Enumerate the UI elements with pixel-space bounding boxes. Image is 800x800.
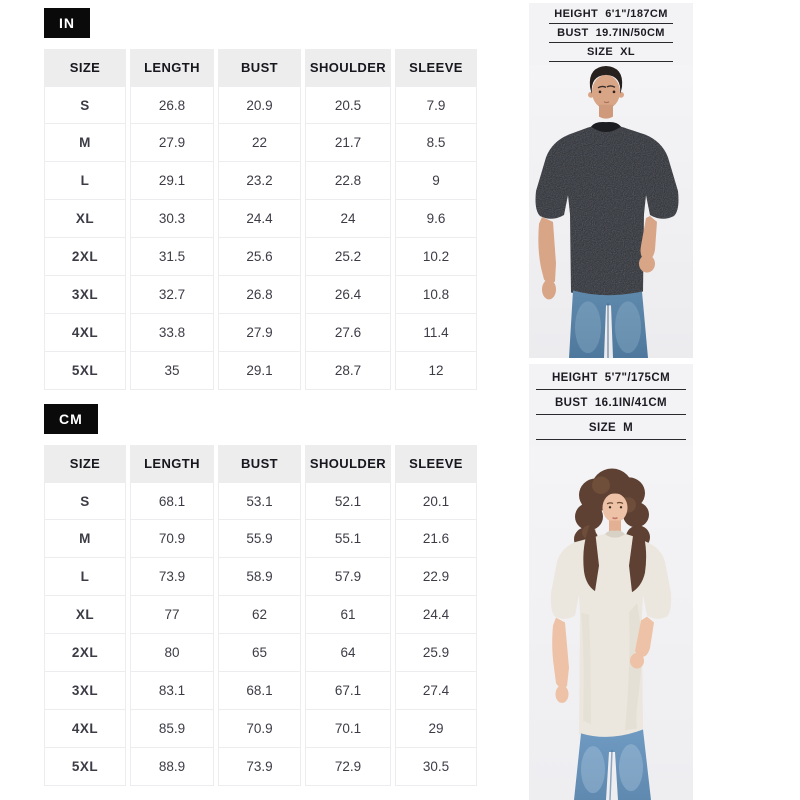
female-eye xyxy=(609,506,611,508)
male-eye xyxy=(613,91,616,94)
table-row xyxy=(44,634,477,672)
size-cell: S xyxy=(44,482,126,520)
size-table-in xyxy=(44,49,477,390)
value-cell: 26.8 xyxy=(218,276,301,314)
value-cell: 25.2 xyxy=(305,238,391,276)
spec-value: M xyxy=(623,422,634,434)
value-cell: 22.8 xyxy=(305,162,391,200)
spec-height xyxy=(536,371,685,390)
column-header: SLEEVE xyxy=(395,445,477,482)
value-cell: 65 xyxy=(218,634,301,672)
male-right-hand xyxy=(639,255,655,273)
value-cell: 21.6 xyxy=(395,520,477,558)
female-spec-block xyxy=(529,364,693,446)
spec-label: SIZE xyxy=(587,46,614,58)
table-row xyxy=(44,238,477,276)
value-cell: 64 xyxy=(305,634,391,672)
value-cell: 28.7 xyxy=(305,352,391,390)
table-row xyxy=(44,124,477,162)
value-cell: 73.9 xyxy=(218,748,301,786)
size-cell: L xyxy=(44,162,126,200)
value-cell: 24.4 xyxy=(395,596,477,634)
value-cell: 25.9 xyxy=(395,634,477,672)
size-cell: 3XL xyxy=(44,276,126,314)
table-row xyxy=(44,596,477,634)
female-hair-highlight xyxy=(592,476,610,494)
size-cell: M xyxy=(44,520,126,558)
column-header: SIZE xyxy=(44,49,126,86)
female-model-photo xyxy=(529,446,693,800)
spec-bust xyxy=(549,27,674,43)
size-cell: XL xyxy=(44,200,126,238)
male-eye xyxy=(599,91,602,94)
size-cell: 4XL xyxy=(44,314,126,352)
spec-size xyxy=(549,46,674,62)
value-cell: 62 xyxy=(218,596,301,634)
value-cell: 24 xyxy=(305,200,391,238)
table-row xyxy=(44,482,477,520)
value-cell: 20.1 xyxy=(395,482,477,520)
male-jeans-fade xyxy=(615,301,641,353)
value-cell: 20.5 xyxy=(305,86,391,124)
value-cell: 24.4 xyxy=(218,200,301,238)
value-cell: 33.8 xyxy=(130,314,214,352)
size-cell: 2XL xyxy=(44,238,126,276)
size-cell: 3XL xyxy=(44,672,126,710)
male-model-photo xyxy=(529,65,693,358)
column-header: LENGTH xyxy=(130,49,214,86)
value-cell: 32.7 xyxy=(130,276,214,314)
value-cell: 70.9 xyxy=(218,710,301,748)
value-cell: 53.1 xyxy=(218,482,301,520)
value-cell: 10.8 xyxy=(395,276,477,314)
male-spec-block xyxy=(529,3,693,65)
value-cell: 61 xyxy=(305,596,391,634)
table-row xyxy=(44,86,477,124)
male-ear xyxy=(588,92,594,98)
value-cell: 88.9 xyxy=(130,748,214,786)
column-header: SLEEVE xyxy=(395,49,477,86)
unit-badge-cm: CM xyxy=(44,404,98,434)
male-neck xyxy=(599,105,613,119)
column-header: SIZE xyxy=(44,445,126,482)
value-cell: 30.5 xyxy=(395,748,477,786)
male-left-hand xyxy=(542,280,556,300)
size-table-cm xyxy=(44,445,477,786)
size-tables-column xyxy=(44,8,477,786)
value-cell: 26.8 xyxy=(130,86,214,124)
value-cell: 85.9 xyxy=(130,710,214,748)
spec-label: SIZE xyxy=(588,422,617,434)
female-lips xyxy=(613,518,618,519)
size-cell: 2XL xyxy=(44,634,126,672)
size-cell: 5XL xyxy=(44,748,126,786)
male-model-illustration xyxy=(529,65,693,358)
value-cell: 70.9 xyxy=(130,520,214,558)
value-cell: 67.1 xyxy=(305,672,391,710)
value-cell: 7.9 xyxy=(395,86,477,124)
table-row xyxy=(44,276,477,314)
column-header: SHOULDER xyxy=(305,445,391,482)
spec-size xyxy=(536,421,685,440)
spec-value: XL xyxy=(620,46,635,58)
value-cell: 9.6 xyxy=(395,200,477,238)
value-cell: 68.1 xyxy=(130,482,214,520)
value-cell: 72.9 xyxy=(305,748,391,786)
female-jeans-fade xyxy=(619,744,643,791)
model-cards-column xyxy=(529,3,693,800)
value-cell: 30.3 xyxy=(130,200,214,238)
table-row xyxy=(44,558,477,596)
spec-value: 16.1IN/41CM xyxy=(594,397,668,409)
value-cell: 80 xyxy=(130,634,214,672)
value-cell: 11.4 xyxy=(395,314,477,352)
spec-label: BUST xyxy=(557,27,589,39)
value-cell: 27.9 xyxy=(218,314,301,352)
spec-label: HEIGHT xyxy=(554,8,599,20)
size-cell: M xyxy=(44,124,126,162)
size-cell: XL xyxy=(44,596,126,634)
value-cell: 55.9 xyxy=(218,520,301,558)
value-cell: 22 xyxy=(218,124,301,162)
female-right-hand xyxy=(630,653,644,669)
value-cell: 73.9 xyxy=(130,558,214,596)
value-cell: 29 xyxy=(395,710,477,748)
female-model-card xyxy=(529,364,693,800)
male-ear xyxy=(618,92,624,98)
table-header-row xyxy=(44,49,477,86)
spec-value: 19.7IN/50CM xyxy=(595,27,665,39)
value-cell: 58.9 xyxy=(218,558,301,596)
female-jeans-fade xyxy=(581,746,605,793)
column-header: SHOULDER xyxy=(305,49,391,86)
value-cell: 23.2 xyxy=(218,162,301,200)
value-cell: 35 xyxy=(130,352,214,390)
spec-height xyxy=(549,8,674,24)
unit-badge-in: IN xyxy=(44,8,90,38)
table-row xyxy=(44,314,477,352)
value-cell: 77 xyxy=(130,596,214,634)
value-cell: 52.1 xyxy=(305,482,391,520)
value-cell: 25.6 xyxy=(218,238,301,276)
value-cell: 26.4 xyxy=(305,276,391,314)
size-cell: 4XL xyxy=(44,710,126,748)
table-row xyxy=(44,200,477,238)
value-cell: 27.4 xyxy=(395,672,477,710)
value-cell: 22.9 xyxy=(395,558,477,596)
value-cell: 31.5 xyxy=(130,238,214,276)
spec-value: 5'7"/175CM xyxy=(604,372,671,384)
value-cell: 9 xyxy=(395,162,477,200)
spec-label: BUST xyxy=(554,397,588,409)
value-cell: 10.2 xyxy=(395,238,477,276)
value-cell: 12 xyxy=(395,352,477,390)
male-face xyxy=(592,75,620,109)
column-header: BUST xyxy=(218,445,301,482)
spec-value: 6'1"/187CM xyxy=(605,8,668,20)
spec-bust xyxy=(536,396,685,415)
table-row xyxy=(44,162,477,200)
table-row xyxy=(44,748,477,786)
value-cell: 27.6 xyxy=(305,314,391,352)
value-cell: 27.9 xyxy=(130,124,214,162)
value-cell: 68.1 xyxy=(218,672,301,710)
female-model-illustration xyxy=(529,446,693,800)
spec-label: HEIGHT xyxy=(551,372,598,384)
male-jeans-fade xyxy=(575,301,601,353)
table-row xyxy=(44,520,477,558)
female-left-hand xyxy=(556,685,569,703)
column-header: LENGTH xyxy=(130,445,214,482)
column-header: BUST xyxy=(218,49,301,86)
value-cell: 8.5 xyxy=(395,124,477,162)
table-row xyxy=(44,352,477,390)
size-cell: L xyxy=(44,558,126,596)
value-cell: 70.1 xyxy=(305,710,391,748)
value-cell: 55.1 xyxy=(305,520,391,558)
value-cell: 20.9 xyxy=(218,86,301,124)
table-header-row xyxy=(44,445,477,482)
value-cell: 29.1 xyxy=(218,352,301,390)
value-cell: 21.7 xyxy=(305,124,391,162)
male-model-card xyxy=(529,3,693,358)
size-cell: 5XL xyxy=(44,352,126,390)
table-row xyxy=(44,710,477,748)
value-cell: 57.9 xyxy=(305,558,391,596)
value-cell: 29.1 xyxy=(130,162,214,200)
value-cell: 83.1 xyxy=(130,672,214,710)
size-cell: S xyxy=(44,86,126,124)
table-row xyxy=(44,672,477,710)
female-eye xyxy=(620,506,622,508)
